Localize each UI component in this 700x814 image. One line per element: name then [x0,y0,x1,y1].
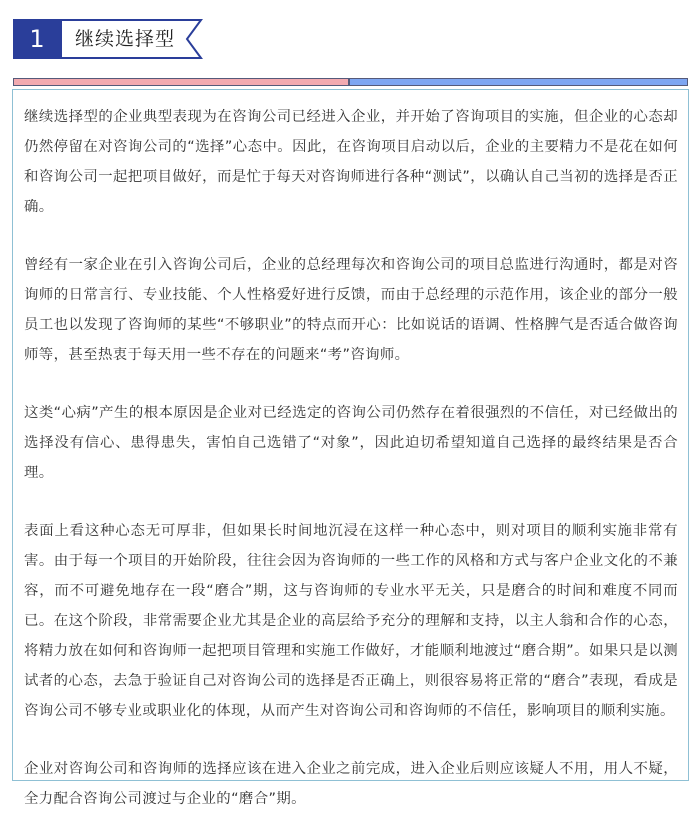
section-title-tag [61,19,203,59]
section-header [13,19,203,59]
paragraph: 这类“心病”产生的根本原因是企业对已经选定的咨询公司仍然存在着很强烈的不信任，对已经做出的选择没有信心、患得患失，害怕自己选错了“对象”，因此迫切希望知道自己选择的最终结果是否合理。 [24,405,678,481]
divider-left-bar [13,78,349,86]
divider-right-bar [349,78,688,86]
paragraph: 企业对咨询公司和咨询师的选择应该在进入企业之前完成，进入企业后则应该疑人不用，用人不疑，全力配合咨询公司渡过与企业的“磨合”期。 [24,761,678,807]
paragraph: 表面上看这种心态无可厚非，但如果长时间地沉浸在这样一种心态中，则对项目的顺利实施非常有害。由于每一个项目的开始阶段，往往会因为咨询师的一些工作的风格和方式与客户企业文化的不兼容，而不可避免地存在一段“磨合”期，这与咨询师的专业水平无关，只是磨合的时间和难度不同而已。在这个阶段，非常需要企业尤其是企业的高层给予充分的理解和支持，以主人翁和合作的心态，将精力放在如何和咨询师一起把项目管理和实施工作做好，才能顺利地渡过“磨合期”。如果只是以测试者的心态，去急于验证自己对咨询公司的选择是否正确上，则很容易将正常的“磨合”表现，看成是咨询公司不够专业或职业化的体现，从而产生对咨询公司和咨询师的不信任，影响项目的顺利实施。 [24,523,678,719]
paragraph: 继续选择型的企业典型表现为在咨询公司已经进入企业，并开始了咨询项目的实施，但企业的心态却仍然停留在对咨询公司的“选择”心态中。因此，在咨询项目启动以后，企业的主要精力不是花在如何和咨询公司一起把项目做好，而是忙于每天对咨询师进行各种“测试”，以确认自己当初的选择是否正确。 [24,109,678,215]
paragraph: 曾经有一家企业在引入咨询公司后，企业的总经理每次和咨询公司的项目总监进行沟通时，都是对咨询师的日常言行、专业技能、个人性格爱好进行反馈，而由于总经理的示范作用，该企业的部分一般员工也以发现了咨询师的某些“不够职业”的特点而开心：比如说话的语调、性格脾气是否适合做咨询师等，甚至热衷于每天用一些不存在的问题来“考”咨询师。 [24,257,678,363]
section-divider [13,78,688,86]
section-number-badge: 1 [13,19,61,59]
section-title: 继续选择型 [75,28,176,50]
article-content-box [12,89,689,807]
